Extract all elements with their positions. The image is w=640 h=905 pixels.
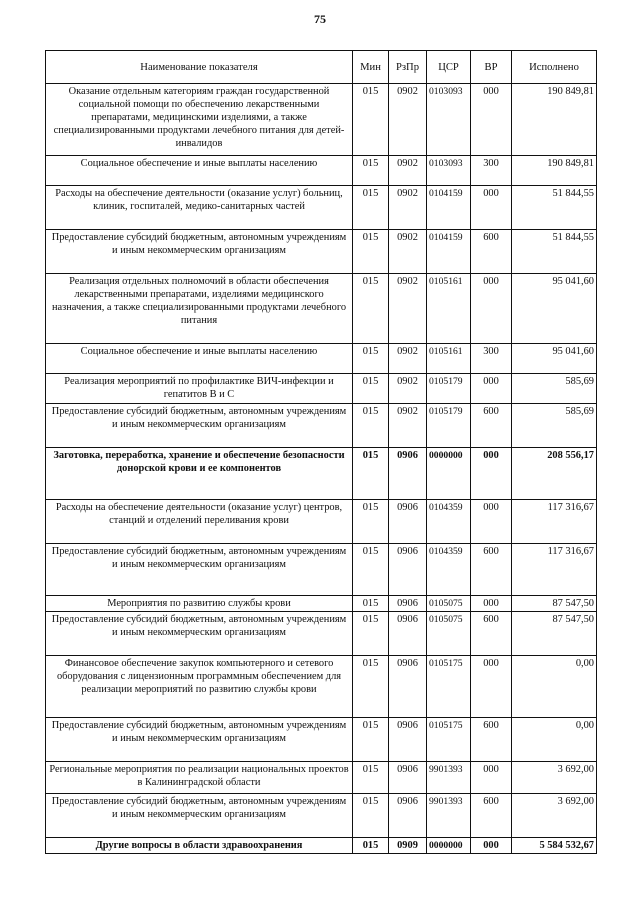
cell-csr: 0105179 [427, 404, 471, 448]
cell-name: Предоставление субсидий бюджетным, автономным учреждениям и иным некоммерческим организациям [46, 794, 353, 838]
cell-done: 117 316,67 [512, 500, 597, 544]
cell-name: Предоставление субсидий бюджетным, автономным учреждениям и иным некоммерческим организациям [46, 404, 353, 448]
table-row [46, 274, 597, 344]
cell-rzpr: 0902 [389, 404, 427, 448]
cell-name: Мероприятия по развитию службы крови [46, 596, 353, 612]
cell-csr: 0000000 [427, 838, 471, 854]
header-vr: ВР [471, 51, 512, 84]
cell-min: 015 [353, 84, 389, 156]
header-csr: ЦСР [427, 51, 471, 84]
cell-done: 87 547,50 [512, 596, 597, 612]
cell-rzpr: 0902 [389, 230, 427, 274]
table-row [46, 656, 597, 718]
cell-name: Предоставление субсидий бюджетным, автономным учреждениям и иным некоммерческим организациям [46, 718, 353, 762]
cell-min: 015 [353, 612, 389, 656]
cell-csr: 0104159 [427, 230, 471, 274]
cell-done: 190 849,81 [512, 156, 597, 186]
cell-done: 3 692,00 [512, 794, 597, 838]
cell-name: Реализация мероприятий по профилактике ВИЧ-инфекции и гепатитов B и C [46, 374, 353, 404]
cell-min: 015 [353, 344, 389, 374]
cell-min: 015 [353, 374, 389, 404]
cell-done: 117 316,67 [512, 544, 597, 596]
table-row [46, 794, 597, 838]
cell-name: Предоставление субсидий бюджетным, автономным учреждениям и иным некоммерческим организациям [46, 544, 353, 596]
cell-csr: 0105179 [427, 374, 471, 404]
cell-name: Региональные мероприятия по реализации национальных проектов в Калининградской области [46, 762, 353, 794]
cell-vr: 600 [471, 230, 512, 274]
cell-vr: 000 [471, 762, 512, 794]
cell-vr: 600 [471, 544, 512, 596]
cell-csr: 0104359 [427, 500, 471, 544]
cell-vr: 600 [471, 718, 512, 762]
cell-vr: 000 [471, 656, 512, 718]
cell-done: 95 041,60 [512, 274, 597, 344]
table-row [46, 344, 597, 374]
cell-csr: 9901393 [427, 762, 471, 794]
header-name: Наименование показателя [46, 51, 353, 84]
cell-rzpr: 0906 [389, 794, 427, 838]
cell-vr: 600 [471, 404, 512, 448]
table-row [46, 84, 597, 156]
cell-min: 015 [353, 794, 389, 838]
cell-vr: 000 [471, 84, 512, 156]
cell-csr: 9901393 [427, 794, 471, 838]
cell-rzpr: 0902 [389, 274, 427, 344]
cell-rzpr: 0906 [389, 656, 427, 718]
budget-table [45, 50, 597, 854]
cell-min: 015 [353, 156, 389, 186]
cell-done: 585,69 [512, 374, 597, 404]
cell-csr: 0105075 [427, 612, 471, 656]
cell-done: 0,00 [512, 718, 597, 762]
cell-name: Предоставление субсидий бюджетным, автономным учреждениям и иным некоммерческим организациям [46, 612, 353, 656]
cell-done: 190 849,81 [512, 84, 597, 156]
cell-vr: 000 [471, 448, 512, 500]
cell-min: 015 [353, 762, 389, 794]
cell-name: Финансовое обеспечение закупок компьютерного и сетевого оборудования с лицензионным программным обеспечением для реализации мероприятий по развитию службы крови [46, 656, 353, 718]
cell-min: 015 [353, 718, 389, 762]
cell-csr: 0105175 [427, 656, 471, 718]
cell-csr: 0105161 [427, 274, 471, 344]
header-done: Исполнено [512, 51, 597, 84]
cell-name: Заготовка, переработка, хранение и обеспечение безопасности донорской крови и ее компонентов [46, 448, 353, 500]
cell-min: 015 [353, 186, 389, 230]
cell-name: Расходы на обеспечение деятельности (оказание услуг) центров, станций и отделений переливания крови [46, 500, 353, 544]
cell-min: 015 [353, 838, 389, 854]
cell-min: 015 [353, 274, 389, 344]
cell-done: 0,00 [512, 656, 597, 718]
cell-rzpr: 0902 [389, 374, 427, 404]
cell-done: 87 547,50 [512, 612, 597, 656]
cell-min: 015 [353, 500, 389, 544]
table-row [46, 596, 597, 612]
cell-done: 51 844,55 [512, 186, 597, 230]
cell-min: 015 [353, 230, 389, 274]
cell-csr: 0103093 [427, 84, 471, 156]
cell-name: Социальное обеспечение и иные выплаты населению [46, 156, 353, 186]
cell-rzpr: 0906 [389, 762, 427, 794]
cell-rzpr: 0902 [389, 156, 427, 186]
page-number: 75 [314, 12, 326, 26]
cell-vr: 000 [471, 500, 512, 544]
cell-vr: 000 [471, 596, 512, 612]
table-row [46, 374, 597, 404]
table-row [46, 612, 597, 656]
cell-name: Социальное обеспечение и иные выплаты населению [46, 344, 353, 374]
table-row [46, 500, 597, 544]
cell-rzpr: 0902 [389, 84, 427, 156]
cell-rzpr: 0906 [389, 718, 427, 762]
header-min: Мин [353, 51, 389, 84]
cell-vr: 000 [471, 274, 512, 344]
header-rzpr: РзПр [389, 51, 427, 84]
cell-csr: 0104359 [427, 544, 471, 596]
cell-name: Предоставление субсидий бюджетным, автономным учреждениям и иным некоммерческим организациям [46, 230, 353, 274]
cell-min: 015 [353, 544, 389, 596]
cell-csr: 0103093 [427, 156, 471, 186]
cell-min: 015 [353, 656, 389, 718]
cell-csr: 0104159 [427, 186, 471, 230]
cell-csr: 0105161 [427, 344, 471, 374]
cell-vr: 600 [471, 794, 512, 838]
table-body [46, 84, 597, 854]
cell-done: 51 844,55 [512, 230, 597, 274]
cell-min: 015 [353, 404, 389, 448]
cell-vr: 300 [471, 156, 512, 186]
cell-name: Расходы на обеспечение деятельности (оказание услуг) больниц, клиник, госпиталей, медико-санитарных частей [46, 186, 353, 230]
cell-vr: 000 [471, 374, 512, 404]
cell-rzpr: 0902 [389, 186, 427, 230]
cell-rzpr: 0909 [389, 838, 427, 854]
table-row [46, 186, 597, 230]
cell-min: 015 [353, 596, 389, 612]
cell-min: 015 [353, 448, 389, 500]
cell-rzpr: 0902 [389, 344, 427, 374]
cell-done: 3 692,00 [512, 762, 597, 794]
cell-csr: 0105075 [427, 596, 471, 612]
table-row [46, 230, 597, 274]
cell-name: Оказание отдельным категориям граждан государственной социальной помощи по обеспечению лекарственными препаратами, медицинскими изделиями, а также специализированными продуктами лечебного питания для детей-инвалидов [46, 84, 353, 156]
cell-done: 585,69 [512, 404, 597, 448]
table-row [46, 718, 597, 762]
cell-rzpr: 0906 [389, 612, 427, 656]
table-row [46, 838, 597, 854]
cell-vr: 600 [471, 612, 512, 656]
cell-vr: 000 [471, 186, 512, 230]
cell-name: Реализация отдельных полномочий в области обеспечения лекарственными препаратами, изделиями медицинского назначения, а также специализированными продуктами лечебного питания [46, 274, 353, 344]
cell-rzpr: 0906 [389, 544, 427, 596]
cell-csr: 0000000 [427, 448, 471, 500]
cell-csr: 0105175 [427, 718, 471, 762]
cell-done: 5 584 532,67 [512, 838, 597, 854]
table-row [46, 544, 597, 596]
cell-done: 95 041,60 [512, 344, 597, 374]
cell-rzpr: 0906 [389, 596, 427, 612]
table-row [46, 762, 597, 794]
cell-rzpr: 0906 [389, 448, 427, 500]
cell-rzpr: 0906 [389, 500, 427, 544]
cell-done: 208 556,17 [512, 448, 597, 500]
cell-name: Другие вопросы в области здравоохранения [46, 838, 353, 854]
table-row [46, 156, 597, 186]
table-row [46, 404, 597, 448]
cell-vr: 000 [471, 838, 512, 854]
cell-vr: 300 [471, 344, 512, 374]
table-header-row [46, 51, 597, 84]
table-row [46, 448, 597, 500]
